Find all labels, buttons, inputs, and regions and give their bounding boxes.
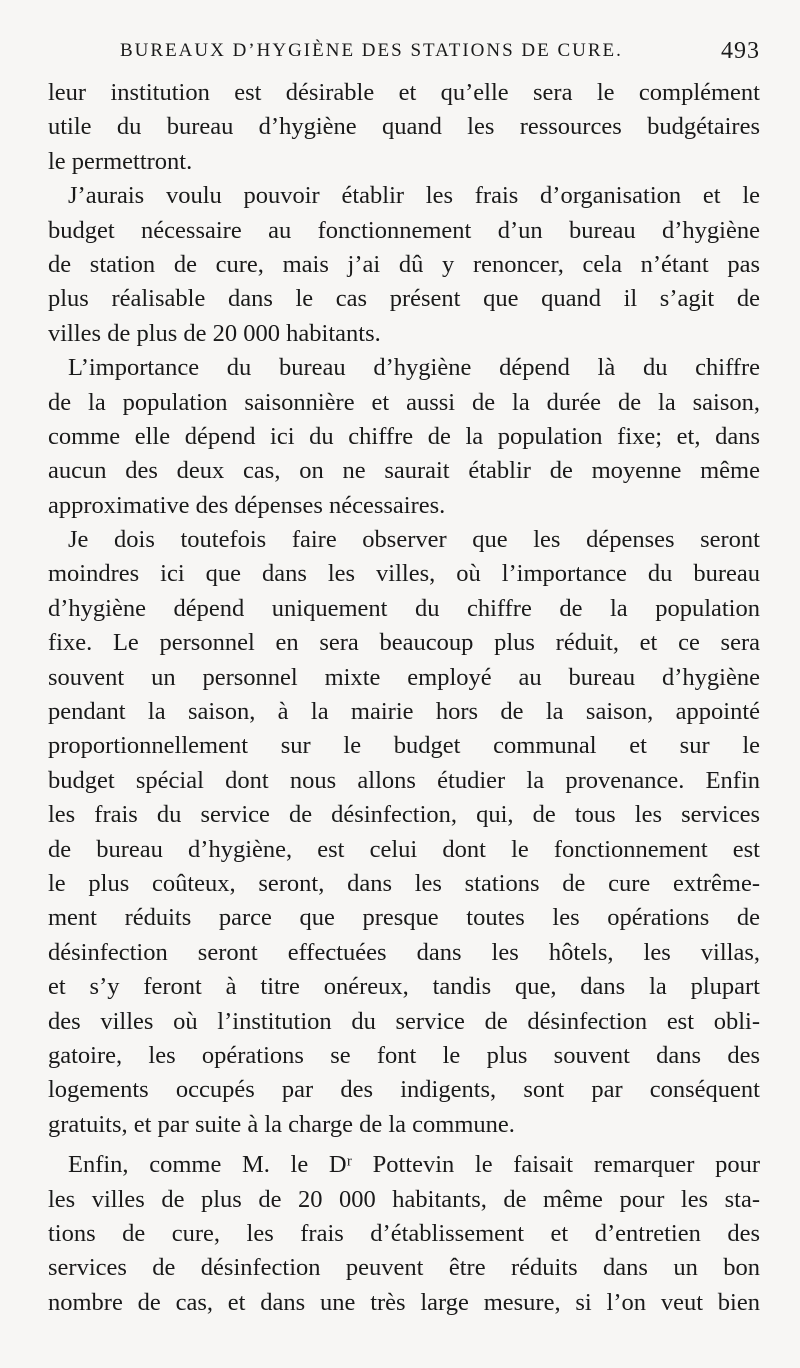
text-line: souvent un personnel mixte employé au bureau d’hygiène (48, 663, 760, 691)
text-line: proportionnellement sur le budget communal et sur le (48, 732, 760, 760)
text-line: le permettront. (48, 147, 193, 175)
text-line: Enfin, comme M. le Dʳ Pottevin le faisait remarquer pour (68, 1151, 760, 1179)
text-line: L’importance du bureau d’hygiène dépend là du chiffre (68, 354, 760, 382)
text-line: services de désinfection peuvent être réduits dans un bon (48, 1254, 760, 1282)
text-line: désinfection seront effectuées dans les hôtels, les villas, (48, 938, 760, 966)
text-line: utile du bureau d’hygiène quand les ressources budgétaires (48, 113, 760, 141)
text-line: d’hygiène dépend uniquement du chiffre de la population (48, 594, 760, 622)
body-text (48, 76, 760, 1320)
text-line: Je dois toutefois faire observer que les dépenses seront (68, 526, 760, 554)
text-line: logements occupés par des indigents, sont par conséquent (48, 1076, 760, 1104)
running-head (48, 34, 760, 68)
text-line: de bureau d’hygiène, est celui dont le fonctionnement est (48, 835, 760, 863)
running-title: BUREAUX D’HYGIÈNE DES STATIONS DE CURE. (120, 40, 623, 61)
text-line: pendant la saison, à la mairie hors de la saison, appointé (48, 698, 760, 726)
text-line: tions de cure, les frais d’établissement et d’entretien des (48, 1219, 760, 1247)
text-line: les villes de plus de 20 000 habitants, de même pour les sta- (48, 1185, 760, 1213)
text-line: comme elle dépend ici du chiffre de la population fixe; et, dans (48, 422, 760, 450)
text-line: fixe. Le personnel en sera beaucoup plus réduit, et ce sera (48, 629, 760, 657)
text-line: gratuits, et par suite à la charge de la commune. (48, 1110, 515, 1138)
text-line: villes de plus de 20 000 habitants. (48, 319, 381, 347)
text-line: de la population saisonnière et aussi de la durée de la saison, (48, 388, 760, 416)
text-line: des villes où l’institution du service de désinfection est obli- (48, 1007, 760, 1035)
text-line: moindres ici que dans les villes, où l’importance du bureau (48, 560, 760, 588)
text-line: leur institution est désirable et qu’elle sera le complément (48, 79, 760, 106)
text-line: plus réalisable dans le cas présent que quand il s’agit de (48, 285, 760, 313)
text-line: aucun des deux cas, on ne saurait établir de moyenne même (48, 457, 760, 485)
text-line: et s’y feront à titre onéreux, tandis que, dans la plupart (48, 973, 760, 1001)
text-line: de station de cure, mais j’ai dû y renoncer, cela n’étant pas (48, 250, 760, 278)
page-number: 493 (721, 37, 760, 64)
text-line: budget spécial dont nous allons étudier la provenance. Enfin (48, 766, 760, 794)
text-line: J’aurais voulu pouvoir établir les frais d’organisation et le (68, 182, 760, 210)
text-line: approximative des dépenses nécessaires. (48, 491, 446, 519)
text-line: gatoire, les opérations se font le plus souvent dans des (48, 1041, 760, 1069)
text-line: nombre de cas, et dans une très large mesure, si l’on veut bien (48, 1288, 760, 1316)
text-line: le plus coûteux, seront, dans les stations de cure extrême- (48, 869, 760, 897)
text-line: ment réduits parce que presque toutes les opérations de (48, 904, 760, 932)
text-line: les frais du service de désinfection, qui, de tous les services (48, 801, 760, 829)
text-line: budget nécessaire au fonctionnement d’un bureau d’hygiène (48, 216, 760, 244)
